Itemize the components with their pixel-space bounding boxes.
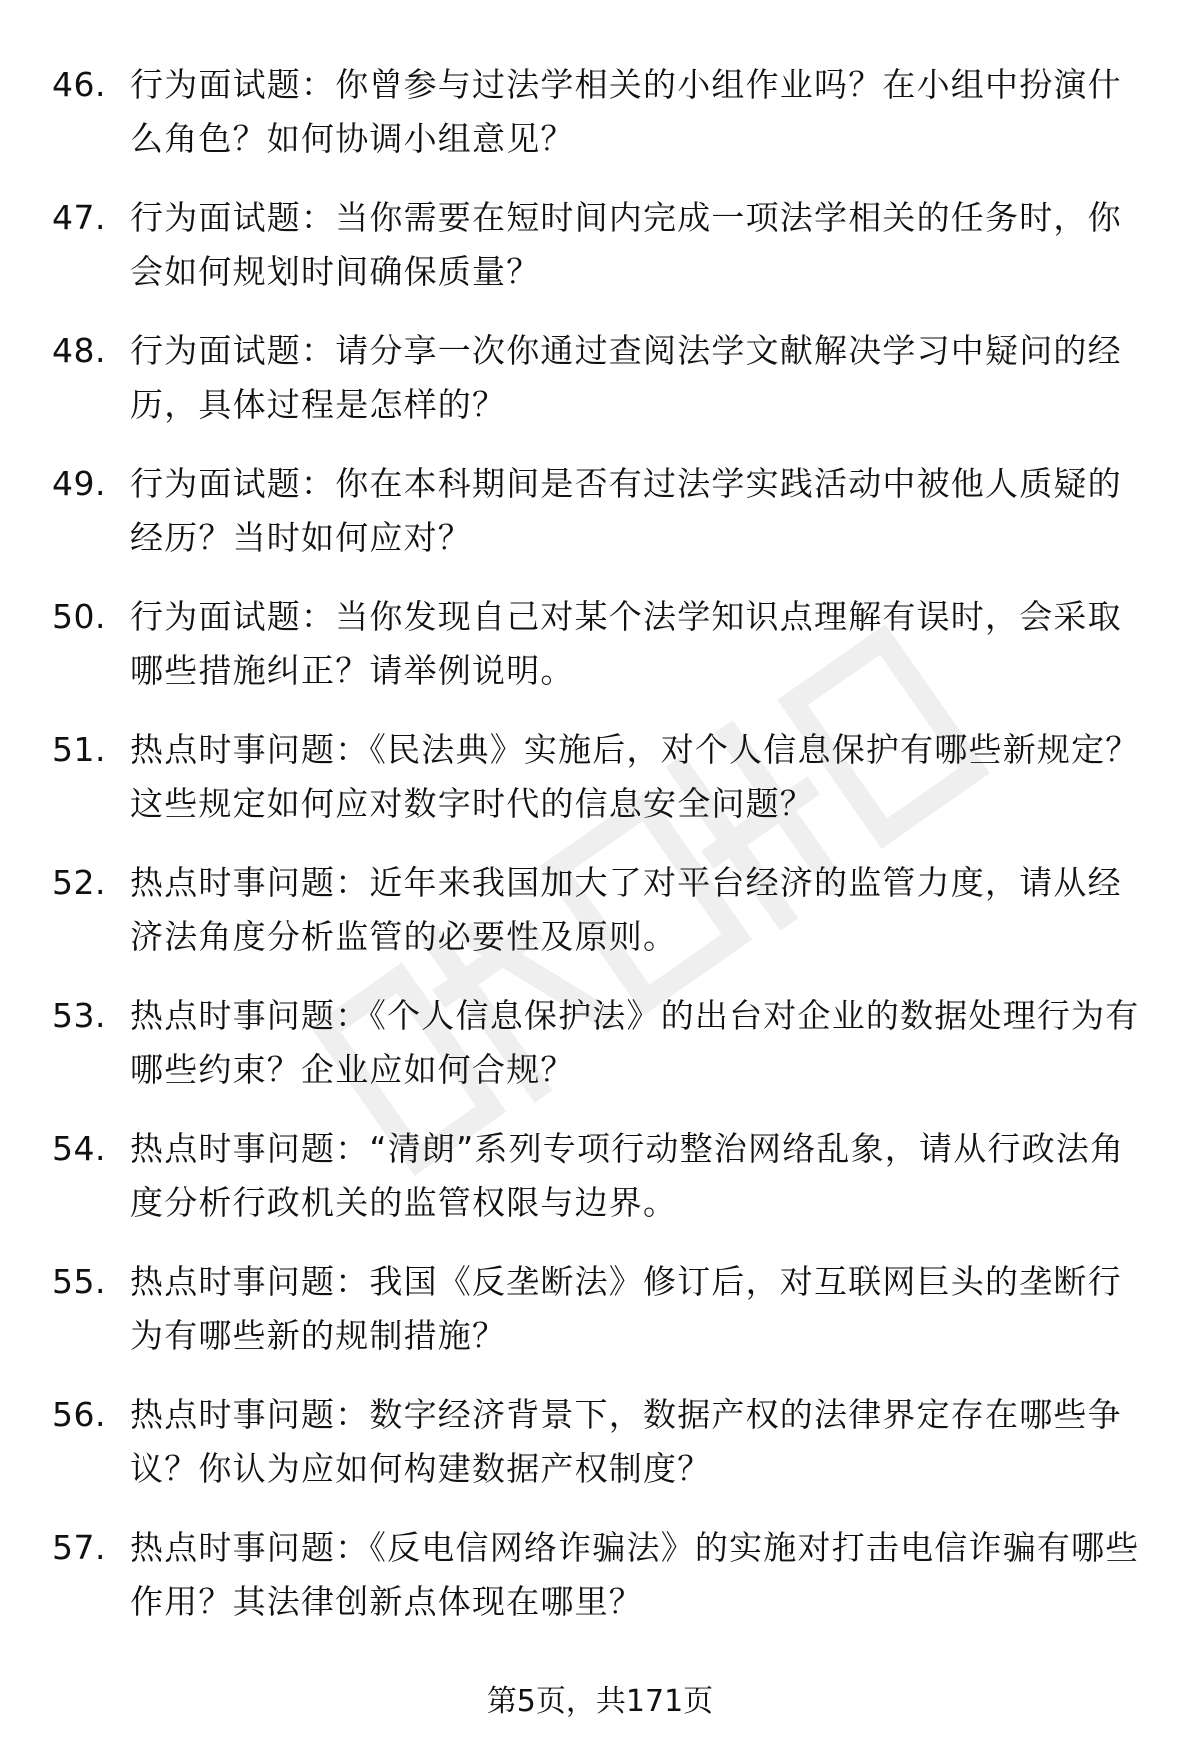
- question-item: [52, 58, 1142, 191]
- question-number: 49.: [52, 464, 106, 503]
- question-number: 57.: [52, 1528, 106, 1567]
- question-item: [52, 989, 1142, 1122]
- question-text: 热点时事问题：“清朗”系列专项行动整治网络乱象，请从行政法角度分析行政机关的监管权限与边界。: [130, 1129, 1125, 1222]
- question-text: 热点时事问题：数字经济背景下，数据产权的法律界定存在哪些争议？你认为应如何构建数据产权制度？: [130, 1395, 1122, 1488]
- question-number: 52.: [52, 863, 106, 902]
- question-number: 54.: [52, 1129, 106, 1168]
- question-number: 46.: [52, 65, 106, 104]
- question-number: 56.: [52, 1395, 106, 1434]
- question-item: [52, 1388, 1142, 1521]
- question-number: 51.: [52, 730, 106, 769]
- question-list: [52, 58, 1142, 1654]
- question-item: [52, 191, 1142, 324]
- question-number: 50.: [52, 597, 106, 636]
- question-text: 热点时事问题：《个人信息保护法》的出台对企业的数据处理行为有哪些约束？企业应如何合规？: [130, 996, 1140, 1089]
- question-number: 53.: [52, 996, 106, 1035]
- question-text: 热点时事问题：我国《反垄断法》修订后，对互联网巨头的垄断行为有哪些新的规制措施？: [130, 1262, 1122, 1355]
- question-item: [52, 457, 1142, 590]
- question-item: [52, 1521, 1142, 1654]
- question-text: 行为面试题：你曾参与过法学相关的小组作业吗？在小组中扮演什么角色？如何协调小组意见？: [130, 65, 1122, 158]
- question-number: 47.: [52, 198, 106, 237]
- question-item: [52, 1255, 1142, 1388]
- question-item: [52, 856, 1142, 989]
- question-text: 行为面试题：你在本科期间是否有过法学实践活动中被他人质疑的经历？当时如何应对？: [130, 464, 1122, 557]
- question-text: 热点时事问题：近年来我国加大了对平台经济的监管力度，请从经济法角度分析监管的必要性及原则。: [130, 863, 1122, 956]
- question-number: 55.: [52, 1262, 106, 1301]
- question-text: 行为面试题：请分享一次你通过查阅法学文献解决学习中疑问的经历，具体过程是怎样的？: [130, 331, 1122, 424]
- question-text: 行为面试题：当你发现自己对某个法学知识点理解有误时，会采取哪些措施纠正？请举例说明。: [130, 597, 1122, 690]
- question-item: [52, 723, 1142, 856]
- question-item: [52, 324, 1142, 457]
- page-footer: 第5页，共171页: [486, 1684, 714, 1719]
- question-item: [52, 590, 1142, 723]
- question-number: 48.: [52, 331, 106, 370]
- question-text: 热点时事问题：《民法典》实施后，对个人信息保护有哪些新规定？这些规定如何应对数字时代的信息安全问题？: [130, 730, 1140, 823]
- question-text: 行为面试题：当你需要在短时间内完成一项法学相关的任务时，你会如何规划时间确保质量？: [130, 198, 1122, 291]
- question-text: 热点时事问题：《反电信网络诈骗法》的实施对打击电信诈骗有哪些作用？其法律创新点体现在哪里？: [130, 1528, 1140, 1621]
- question-item: [52, 1122, 1142, 1255]
